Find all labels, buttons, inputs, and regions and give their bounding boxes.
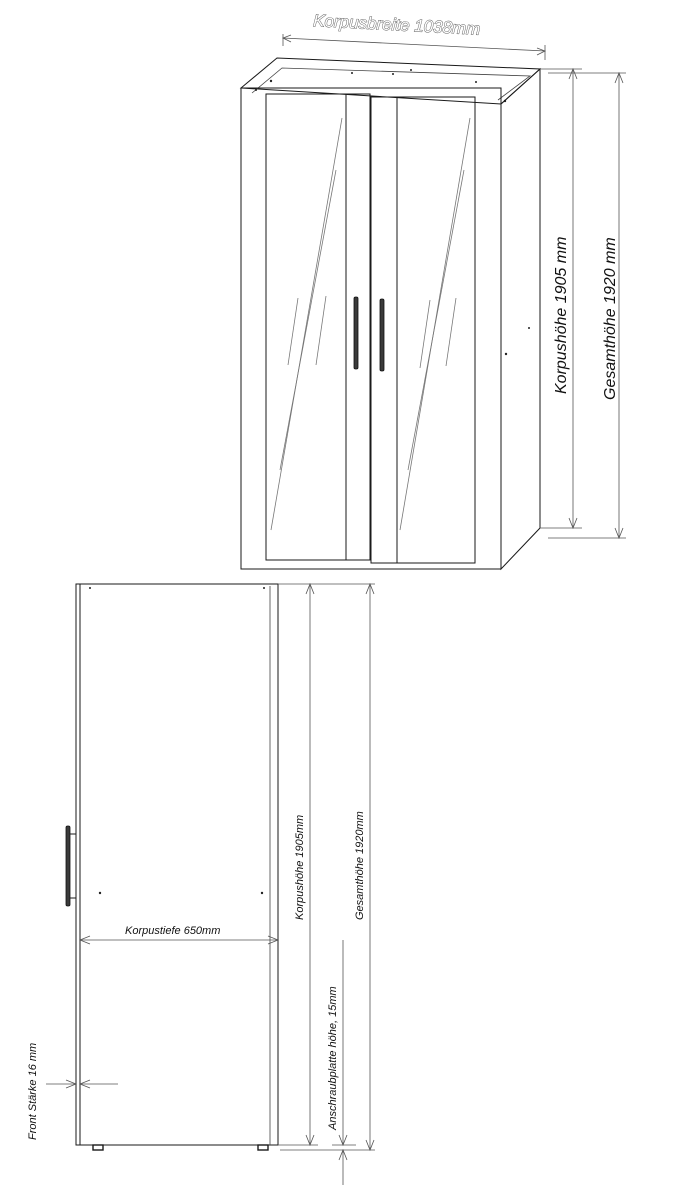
- side-korpus-height-dimension: [278, 584, 318, 1145]
- side-total-height-label: Gesamthöhe 1920mm: [354, 811, 366, 920]
- side-handle: [66, 826, 70, 906]
- cabinet-side-view: [66, 584, 278, 1150]
- side-body: [76, 584, 278, 1145]
- width-dimension: [283, 11, 545, 60]
- front-thickness-label: Front Stärke 16 mm: [27, 1042, 39, 1140]
- depth-label: Korpustiefe 650mm: [125, 925, 221, 937]
- side-korpus-height-label: Korpushöhe 1905mm: [294, 814, 306, 920]
- left-door-handle: [354, 297, 358, 369]
- depth-dimension: [80, 925, 278, 944]
- front-korpus-height-dimension: [540, 69, 582, 528]
- front-korpus-height-label: Korpushöhe 1905 mm: [553, 236, 570, 394]
- foot-front: [93, 1145, 103, 1150]
- plate-height-label: Anschraubplatte höhe, 15mm: [327, 986, 339, 1130]
- cabinet-right-side: [501, 69, 540, 569]
- plate-height-dimension: [327, 940, 356, 1185]
- foot-back: [258, 1145, 268, 1150]
- front-total-height-label: Gesamthöhe 1920 mm: [602, 237, 619, 400]
- width-label: Korpusbreite 1038mm: [312, 11, 481, 39]
- cabinet-front-view: [241, 58, 540, 569]
- right-door-handle: [380, 299, 384, 371]
- right-door: [371, 97, 475, 563]
- front-thickness-dimension: [27, 1043, 118, 1140]
